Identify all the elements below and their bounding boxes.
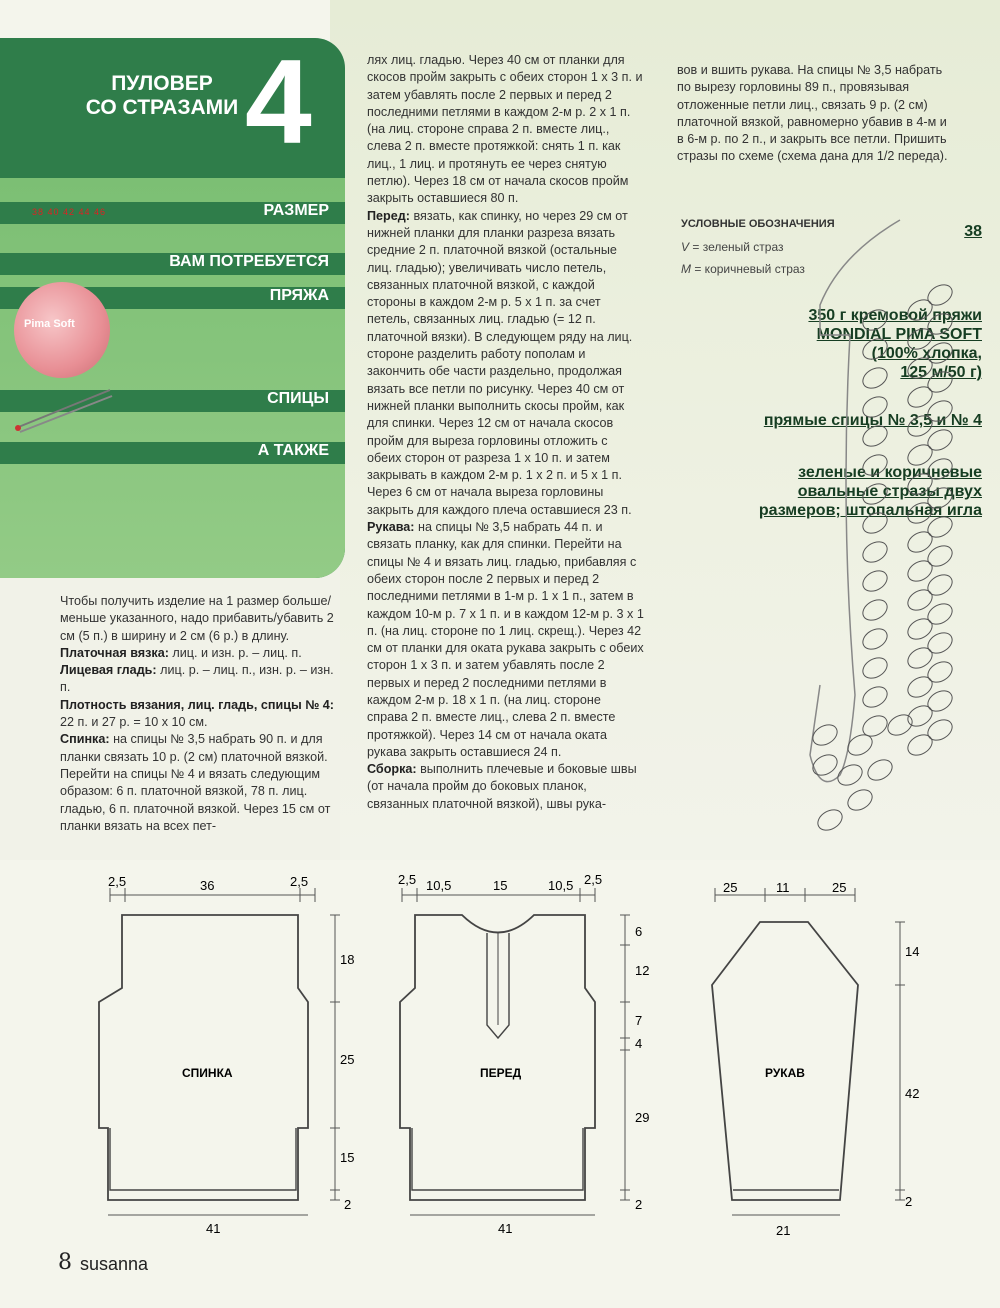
- gauge-term: Плотность вязания, лиц. гладь, спицы № 4:: [60, 697, 334, 712]
- back-dim-bottom: 41: [206, 1221, 221, 1236]
- pattern-number: 4: [245, 35, 312, 169]
- brown-stone: [814, 806, 846, 835]
- yarn-ball-image: [14, 282, 110, 378]
- front-paragraph: [367, 208, 645, 519]
- brown-stone: [844, 786, 876, 815]
- stockinette-term: Лицевая гладь:: [60, 663, 157, 678]
- front-dim-right-3: 4: [635, 1036, 643, 1051]
- garter-stitch-paragraph: [60, 645, 338, 662]
- sleeve-dim-top-0: 25: [723, 880, 738, 895]
- garter-stitch-text: лиц. и изн. р. – лиц. п.: [172, 645, 302, 660]
- yarn-line: (100% хлопка,: [871, 345, 982, 362]
- back-dim-right-0: 18: [340, 952, 355, 967]
- assembly-paragraph: [367, 761, 645, 813]
- also-line: размеров; штопальная игла: [758, 502, 982, 519]
- front-label: ПЕРЕД: [480, 1066, 522, 1080]
- back-schematic: [99, 874, 354, 1236]
- back-dim-top-right: 2,5: [290, 874, 309, 889]
- sleeves-term: Рукава:: [367, 520, 415, 535]
- sleeve-label: РУКАВ: [765, 1066, 805, 1080]
- front-dim-bottom: 41: [498, 1221, 513, 1236]
- sleeve-dim-right-2: 2: [905, 1194, 913, 1209]
- front-dim-right-0: 6: [635, 924, 643, 939]
- back-dim-right-3: 2: [344, 1197, 352, 1212]
- legend-brown-text: = коричневый страз: [694, 262, 805, 276]
- brown-stone: [884, 711, 916, 740]
- size-strip: 38 40 42 44 46: [32, 207, 107, 217]
- size-adjust-paragraph: Чтобы получить изделие на 1 размер больше/меньше указанного, надо прибавить/убавить 2 см (5 п.) в ширину и 2 см (6 р.) в длину.: [60, 594, 334, 643]
- green-stone: [859, 393, 891, 422]
- sleeve-dim-bottom: 21: [776, 1223, 791, 1238]
- green-stone: [859, 451, 891, 480]
- brown-stone: [859, 538, 891, 567]
- also-line: овальные стразы двух: [797, 483, 982, 500]
- assembly-term: Сборка:: [367, 762, 417, 777]
- sleeve-dim-right-1: 42: [905, 1086, 920, 1101]
- front-dim-right-2: 7: [635, 1013, 643, 1028]
- rhinestone-scheme: [780, 215, 970, 855]
- sleeves-paragraph: [367, 519, 645, 761]
- legend-green: [681, 240, 784, 254]
- green-stone: [859, 625, 891, 654]
- right-column-text: [677, 62, 949, 166]
- front-dim-top-1: 10,5: [426, 878, 452, 893]
- brown-stone: [844, 731, 876, 760]
- green-stone: [859, 509, 891, 538]
- sleeve-dim-top-1: 11: [776, 880, 790, 895]
- back-term: Спинка:: [60, 732, 110, 747]
- brown-stone-symbol: M: [681, 262, 691, 276]
- title-line-2: СО СТРАЗАМИ: [85, 96, 239, 119]
- green-stone: [834, 761, 866, 790]
- gauge-paragraph: [60, 697, 338, 732]
- sleeve-dim-right-0: 14: [905, 944, 920, 959]
- assembly-text: выполнить плечевые и боковые швы (от начала пройм до боковых планок, связанных платочной вязкой), швы рука-: [367, 762, 637, 811]
- back-continued-paragraph: лях лиц. гладью. Через 40 см от планки для скосов пройм закрыть с обеих сторон 1 x 3 п. и затем убавлять после 2 первых и перед 2 последними петлями в каждом 2-м р. 2 x 1 п. (на лиц. стороне справа 2 п. вместе лиц., слева 2 п. вместе протяжкой: снять 1 п. как лиц., 1 лиц. и протянуть ее через снятую петлю). Через 18 см от начала скосов пройм закрыть оставшиеся 80 п.: [367, 53, 643, 206]
- green-stone: [864, 756, 896, 785]
- front-dim-top-3: 10,5: [548, 878, 574, 893]
- yarn-label: ПРЯЖА: [269, 287, 329, 304]
- brown-stone: [859, 422, 891, 451]
- left-column-text: [60, 593, 338, 835]
- back-dim-top-mid: 36: [200, 878, 215, 893]
- garter-stitch-term: Платочная вязка:: [60, 645, 169, 660]
- green-stone: [859, 335, 891, 364]
- also-label: А ТАКЖЕ: [257, 442, 329, 459]
- page-number: 8: [58, 1250, 72, 1275]
- green-stone: [859, 683, 891, 712]
- back-dim-right-2: 15: [340, 1150, 355, 1165]
- title-line-1: ПУЛОВЕР: [111, 72, 213, 95]
- front-text: вязать, как спинку, но через 29 см от нижней планки для планки разреза вязать средние 2 п. платочной вязкой (остальные лиц. гладью); увеличивать число петель, связанных платочной вязкой, с каждой стороны в каждом 2-м р. 5 x 1 п. за счет петель, связанных лиц. гладью (= 12 п. платочной вязки). В следующем ряду на лиц. стороне разделить работу пополам и закончить обе части раздельно, продолжая вязать все петли по рисунку. Через 40 см от нижней планки выполнить скосы пройм, как для спинки. Через 12 см от начала скосов пройм для выреза горловины отложить с обеих сторон от разреза 1 x 10 п. и затем закрывать в каждом 2-м р. 1 x 2 п. и 5 x 1 п. Через 6 см от начала выреза горловины закрыть для каждого плеча оставшиеся 23 п.: [367, 208, 633, 517]
- pattern-schematics: [90, 870, 970, 1250]
- brown-stone: [859, 654, 891, 683]
- stockinette-text: лиц. р. – лиц. п., изн. р. – изн. п.: [60, 663, 334, 695]
- back-dim-right-1: 25: [340, 1052, 355, 1067]
- front-dim-top-4: 2,5: [584, 872, 603, 887]
- gauge-text: 22 п. и 27 р. = 10 x 10 см.: [60, 715, 208, 730]
- yarn-brand-label: Pima Soft: [24, 318, 75, 330]
- yarn-line: 125 м/50 г): [900, 364, 982, 381]
- brown-stone: [859, 596, 891, 625]
- middle-column-text: [367, 52, 645, 813]
- green-stone-symbol: V: [681, 240, 690, 254]
- needles-label: СПИЦЫ: [267, 390, 329, 407]
- sleeve-schematic: [712, 880, 919, 1238]
- yarn-line: 350 г кремовой пряжи: [808, 307, 982, 324]
- needles-value: прямые спицы № 3,5 и № 4: [763, 412, 982, 429]
- back-text: на спицы № 3,5 набрать 90 п. и для планки связать 10 р. (2 см) платочной вязкой. Перейти на спицы № 4 и вязать следующим образом: 6 п. платочной вязкой, 78 п. лиц. гладью, 6 п. платочной вязкой. Через 15 см от планки вязать на всех пет-: [60, 732, 331, 833]
- needles-image: [14, 384, 114, 434]
- brown-stone: [859, 480, 891, 509]
- sleeves-text: на спицы № 3,5 набрать 44 п. и связать планку, как для спинки. Перейти на спицы № 4 и вязать лиц. гладью, прибавляя с обеих сторон после 2 первых и перед 2 последними петлями в 1-м р. 1 x 1 п., затем в каждом 10-м р. 7 x 1 п. и в каждом 12-м р. 3 x 1 п. (на лиц. стороне по 1 лиц. скрещ.). Через 42 см от планки для оката рукава закрыть с обеих сторон 1 x 3 п. и затем убавлять после 2 первых и перед 2 последними петлями в каждом 2-м р. 18 x 1 п. (на лиц. стороне справа 2 п. вместе лиц., слева 2 п. вместе протяжкой). Через 14 см от начала оката рукава закрыть оставшиеся 24 п.: [367, 520, 644, 759]
- brown-stone: [859, 712, 891, 741]
- brown-stone: [904, 731, 936, 760]
- front-dim-top-0: 2,5: [398, 872, 417, 887]
- front-dim-right-5: 2: [635, 1197, 643, 1212]
- back-paragraph: [60, 731, 338, 835]
- front-term: Перед:: [367, 208, 410, 223]
- also-line: зеленые и коричневые: [798, 464, 982, 481]
- green-stone: [859, 567, 891, 596]
- requirements-label: ВАМ ПОТРЕБУЕТСЯ: [169, 253, 329, 270]
- header-light-band: [0, 178, 345, 578]
- sleeve-dim-top-2: 25: [832, 880, 847, 895]
- yarn-line: MONDIAL PIMA SOFT: [816, 326, 982, 343]
- back-dim-top-left: 2,5: [108, 874, 127, 889]
- front-dim-right-4: 29: [635, 1110, 650, 1125]
- pattern-title: [82, 72, 242, 120]
- requirements-row: [0, 253, 345, 275]
- front-dim-right-1: 12: [635, 963, 650, 978]
- front-dim-top-2: 15: [493, 878, 508, 893]
- size-label: РАЗМЕР: [263, 202, 329, 219]
- green-stone: [924, 281, 956, 310]
- front-schematic: [398, 872, 649, 1236]
- also-label-row: [0, 442, 345, 464]
- legend-title: УСЛОВНЫЕ ОБОЗНАЧЕНИЯ: [681, 218, 835, 230]
- back-label: СПИНКА: [182, 1066, 233, 1080]
- stones-group: [809, 281, 956, 835]
- stockinette-paragraph: [60, 662, 338, 697]
- magazine-brand: susanna: [80, 1254, 149, 1274]
- green-stone: [809, 751, 841, 780]
- size-value: 38: [964, 223, 982, 240]
- finishing-paragraph: вов и вшить рукава. На спицы № 3,5 набрать по вырезу горловины 89 п., провязывая отложенные петли лиц., связать 9 р. (2 см) платочной вязкой, равномерно убавив в 4-м и в 6-м р. по 2 п., и закрыть все петли. Пришить стразы по схеме (схема дана для 1/2 переда).: [677, 63, 948, 164]
- brown-stone: [859, 364, 891, 393]
- brown-stone: [859, 306, 891, 335]
- legend-green-text: = зеленый страз: [692, 240, 784, 254]
